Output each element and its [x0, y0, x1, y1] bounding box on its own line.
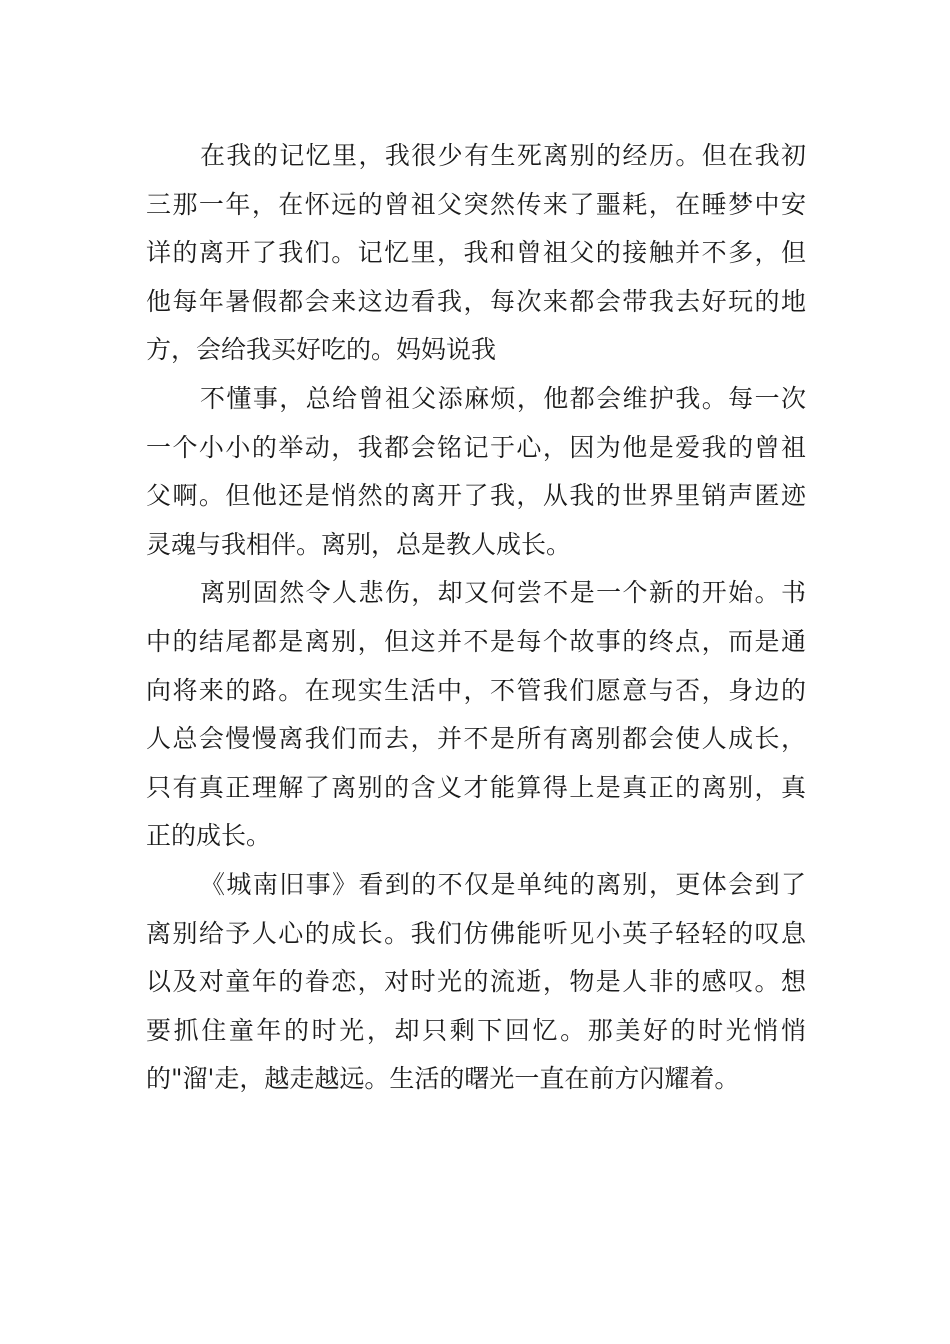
text-line: 只有真正理解了离别的含义才能算得上是真正的离别，真 [146, 772, 806, 802]
paragraph-2 [146, 375, 806, 569]
text-line: 人总会慢慢离我们而去，并不是所有离别都会使人成长， [146, 724, 806, 754]
text-line: 向将来的路。在现实生活中，不管我们愿意与否，身边的 [146, 675, 806, 705]
text-line: 《城南旧事》看到的不仅是单纯的离别，更体会到了 [200, 869, 806, 899]
text-line: 中的结尾都是离别，但这并不是每个故事的终点，而是通 [146, 626, 806, 656]
text-line: 父啊。但他还是悄然的离开了我，从我的世界里销声匿迹 [146, 481, 806, 511]
text-line: 的"溜'走，越走越远。生活的曙光一直在前方闪耀着。 [146, 1064, 740, 1094]
text-line: 正的成长。 [146, 821, 272, 851]
text-line: 要抓住童年的时光，却只剩下回忆。那美好的时光悄悄 [146, 1015, 806, 1045]
text-line: 详的离开了我们。记忆里，我和曾祖父的接触并不多，但 [146, 238, 806, 268]
paragraph-4 [146, 861, 806, 1104]
text-line: 离别固然令人悲伤，却又何尝不是一个新的开始。书 [200, 578, 806, 608]
text-line: 他每年暑假都会来这边看我，每次来都会带我去好玩的地 [146, 286, 806, 316]
paragraph-1 [146, 132, 806, 375]
text-line: 以及对童年的眷恋，对时光的流逝，物是人非的感叹。想 [146, 967, 806, 997]
text-line: 不懂事，总给曾祖父添麻烦，他都会维护我。每一次 [200, 383, 806, 413]
text-line: 方，会给我买好吃的。妈妈说我 [146, 335, 497, 365]
text-line: 灵魂与我相伴。离别，总是教人成长。 [146, 529, 572, 559]
paragraph-3 [146, 569, 806, 861]
text-line: 在我的记忆里，我很少有生死离别的经历。但在我初 [200, 141, 806, 170]
text-line: 离别给予人心的成长。我们仿佛能听见小英子轻轻的叹息 [146, 918, 806, 948]
text-line: 一个小小的举动，我都会铭记于心，因为他是爱我的曾祖 [146, 432, 806, 462]
document-body [146, 132, 806, 1104]
text-line: 三那一年，在怀远的曾祖父突然传来了噩耗，在睡梦中安 [146, 189, 806, 219]
